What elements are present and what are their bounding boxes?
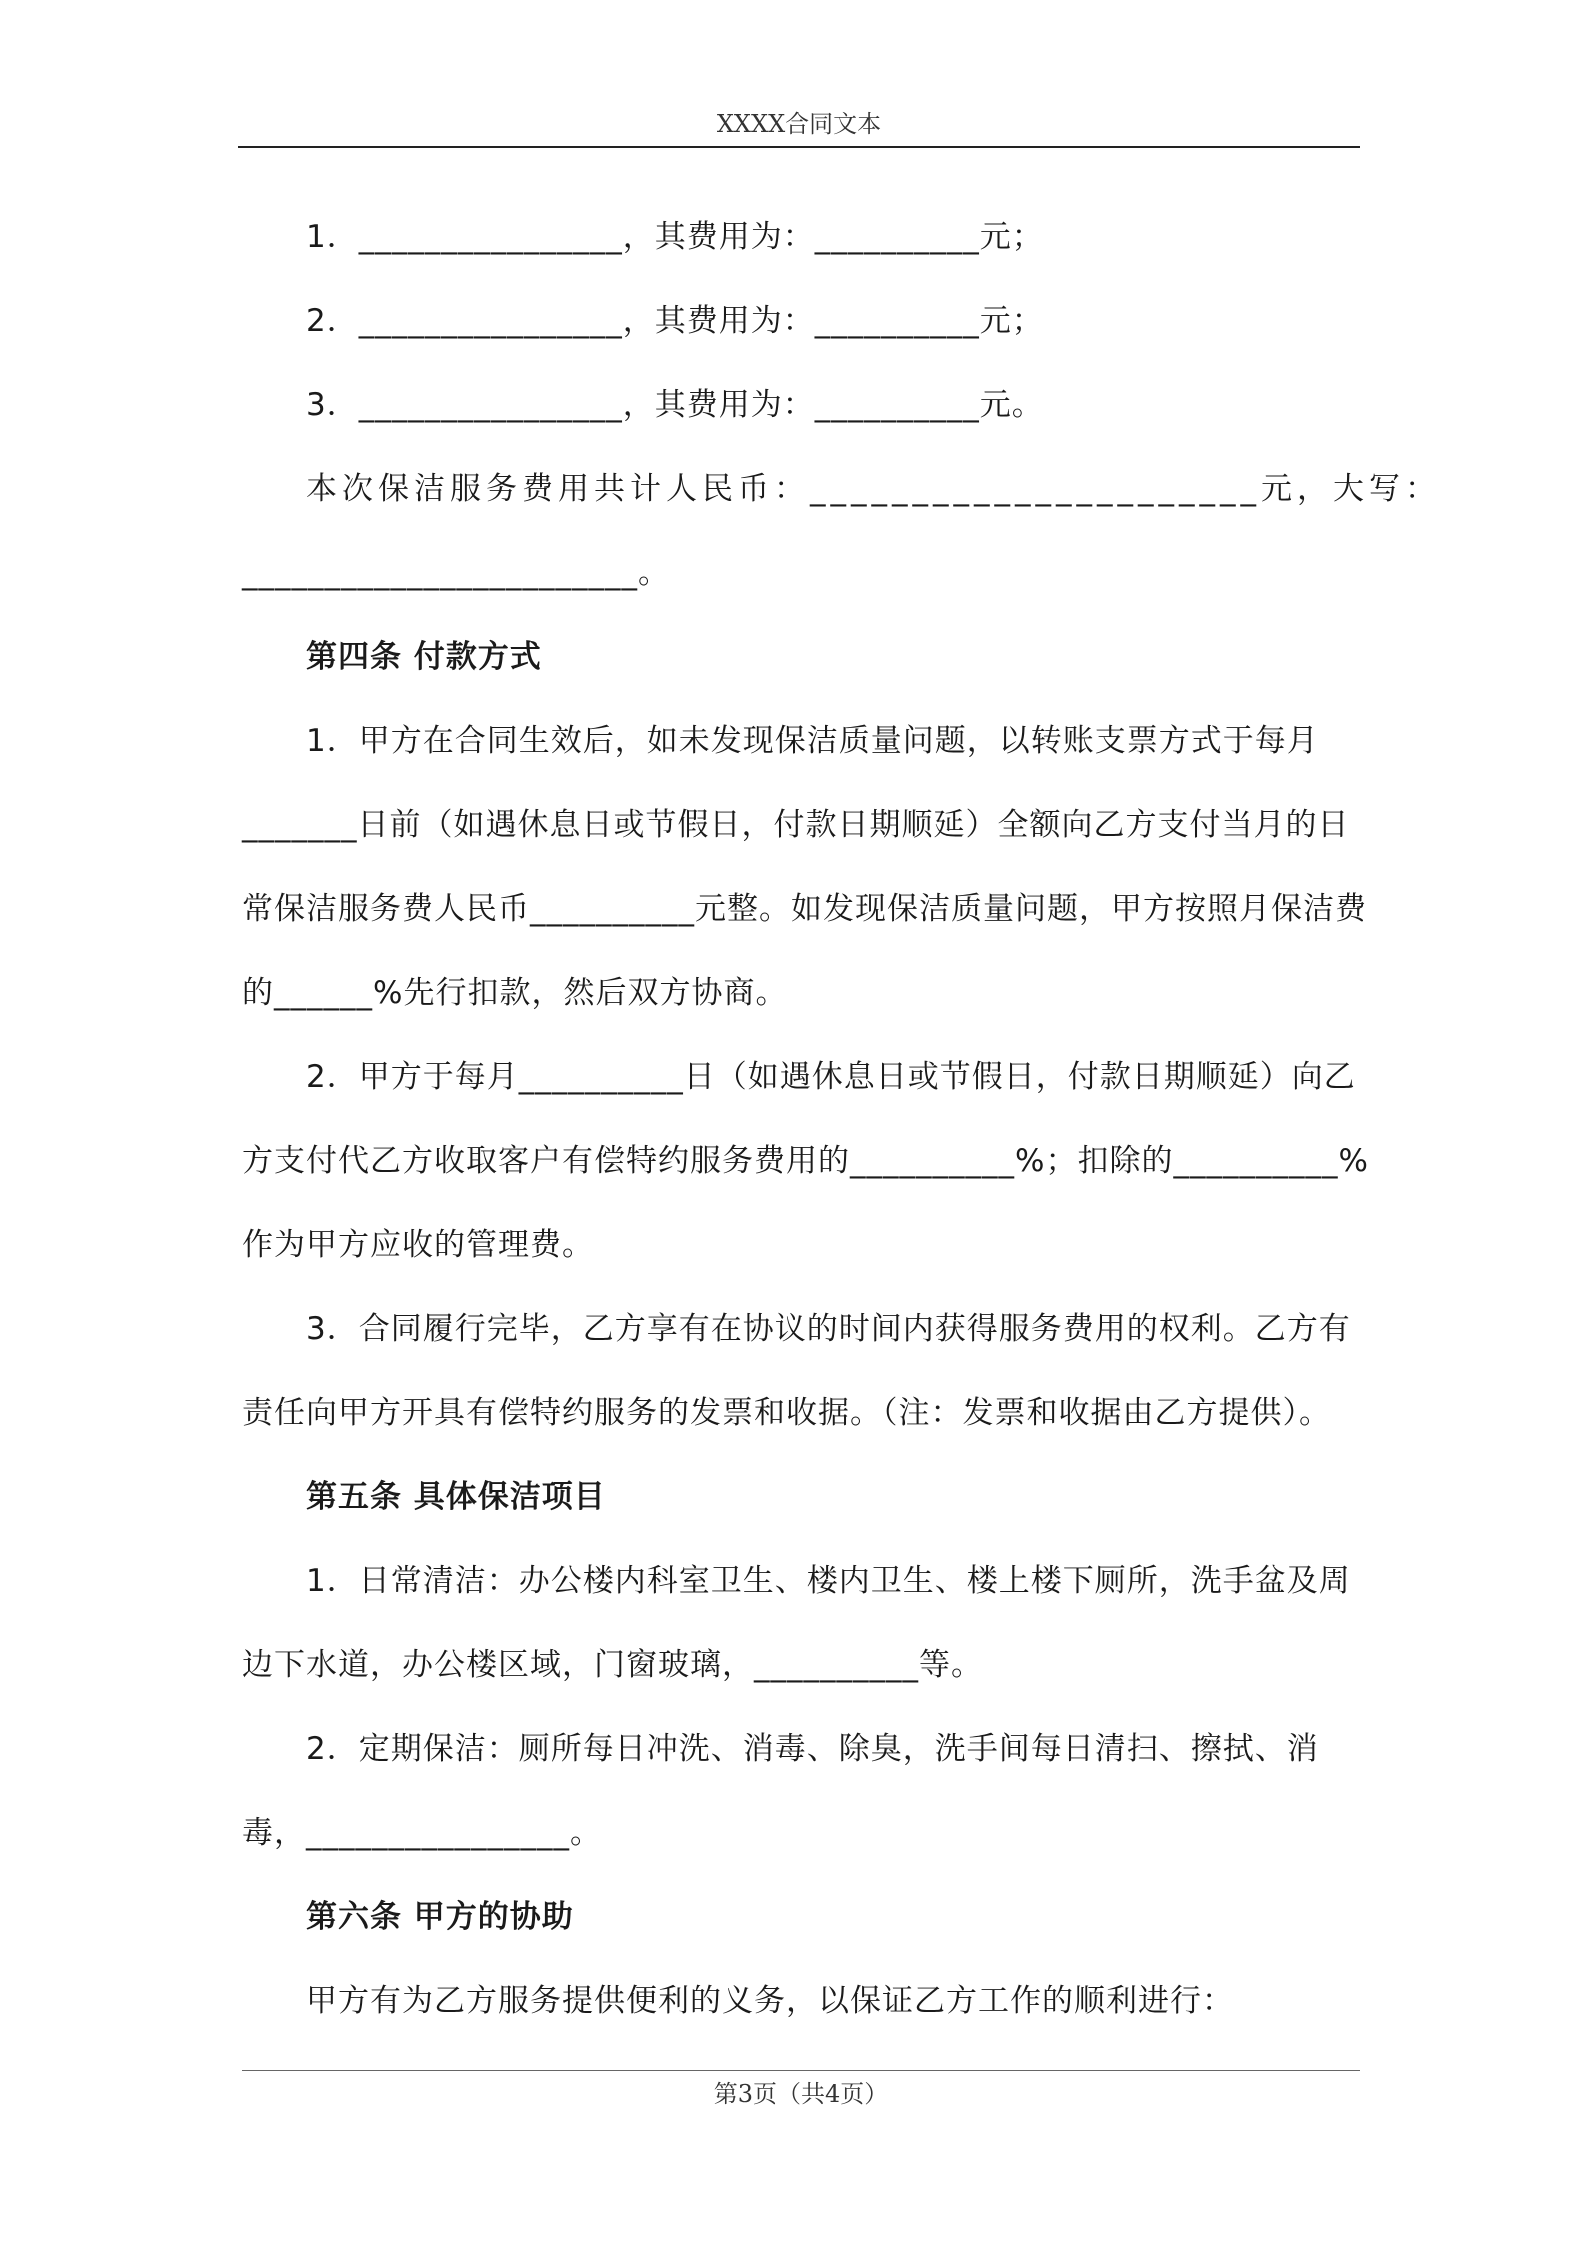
footer-rule: [242, 2070, 1360, 2071]
article-4-clause-2-line-1: 2．甲方于每月__________日（如遇休息日或节假日，付款日期顺延）向乙: [306, 1059, 1356, 1095]
header-rule: [238, 146, 1360, 148]
article-4-heading: 第四条 付款方式: [306, 639, 542, 675]
fee-total-uppercase: ________________________。: [242, 555, 670, 591]
fee-item-2: 2．________________，其费用为：__________元；: [306, 303, 1044, 339]
article-5-clause-2-line-1: 2．定期保洁：厕所每日冲洗、消毒、除臭，洗手间每日清扫、擦拭、消: [306, 1731, 1319, 1767]
page-header: XXXX合同文本: [716, 110, 882, 138]
article-4-clause-1-line-2: _______日前（如遇休息日或节假日，付款日期顺延）全额向乙方支付当月的日: [242, 807, 1350, 843]
article-4-clause-1-line-4: 的______%先行扣款，然后双方协商。: [242, 975, 788, 1011]
page-number: 第3页（共4页）: [713, 2080, 889, 2108]
article-5-clause-2-line-2: 毒，________________。: [242, 1815, 602, 1851]
fee-item-1: 1．________________，其费用为：__________元；: [306, 219, 1044, 255]
fee-item-3: 3．________________，其费用为：__________元。: [306, 387, 1044, 423]
article-4-clause-1-line-1: 1．甲方在合同生效后，如未发现保洁质量问题，以转账支票方式于每月: [306, 723, 1319, 759]
article-6-heading: 第六条 甲方的协助: [306, 1899, 574, 1935]
article-4-clause-1-line-3: 常保洁服务费人民币__________元整。如发现保洁质量问题，甲方按照月保洁费: [242, 891, 1367, 927]
article-4-clause-2-line-2: 方支付代乙方收取客户有偿特约服务费用的__________%；扣除的__________%: [242, 1143, 1369, 1179]
article-5-heading: 第五条 具体保洁项目: [306, 1479, 606, 1515]
article-5-clause-1-line-1: 1．日常清洁：办公楼内科室卫生、楼内卫生、楼上楼下厕所，洗手盆及周: [306, 1563, 1351, 1599]
article-4-clause-3-line-1: 3．合同履行完毕，乙方享有在协议的时间内获得服务费用的权利。乙方有: [306, 1311, 1351, 1347]
article-5-clause-1-line-2: 边下水道，办公楼区域，门窗玻璃，__________等。: [242, 1647, 983, 1683]
article-4-clause-2-line-3: 作为甲方应收的管理费。: [242, 1227, 594, 1263]
article-4-clause-3-line-2: 责任向甲方开具有偿特约服务的发票和收据。（注：发票和收据由乙方提供）。: [242, 1395, 1331, 1431]
article-6-intro: 甲方有为乙方服务提供便利的义务，以保证乙方工作的顺利进行：: [306, 1983, 1234, 2019]
fee-total: 本次保洁服务费用共计人民币：______________________元，大写：: [306, 471, 1441, 507]
document-body: [242, 195, 1441, 2043]
